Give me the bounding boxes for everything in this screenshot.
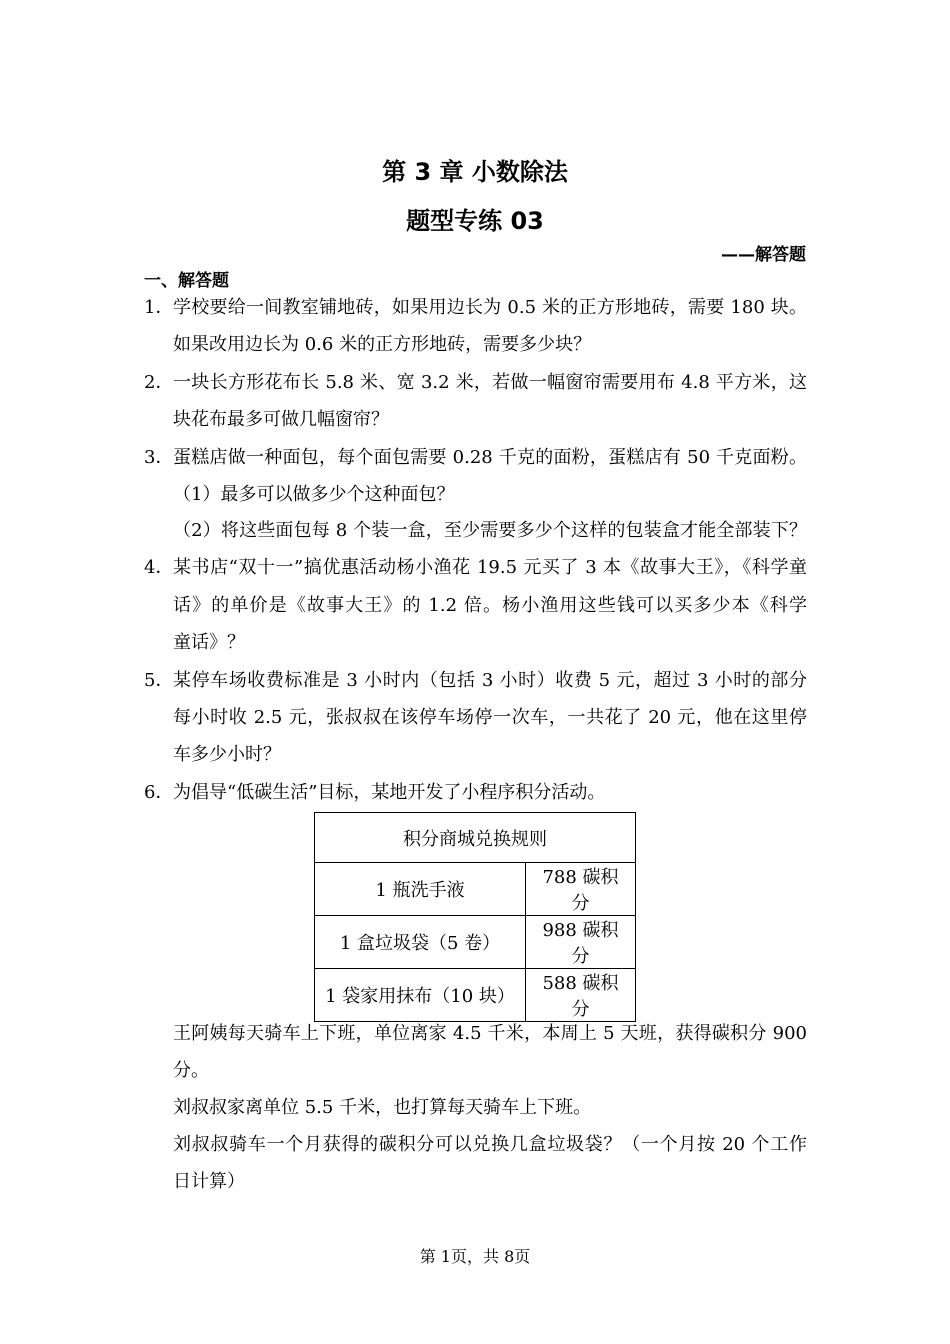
question-3-number: 3．: [144, 447, 174, 468]
question-2-number: 2．: [144, 372, 174, 393]
question-6-line-1: 为倡导“低碳生活”目标，某地开发了小程序积分活动。: [173, 782, 606, 803]
table-cell-points: 588 碳积分: [526, 969, 636, 1022]
table-row: [315, 863, 636, 916]
table-row: [315, 969, 636, 1022]
question-5-line-2: 每小时收 2.5 元，张叔叔在该停车场停一次车，一共花了 20 元，他在这里停: [173, 707, 807, 728]
question-4-line-1: 某书店“双十一”搞优惠活动杨小渔花 19.5 元买了 3 本《故事大王》，《科学童: [173, 557, 807, 578]
question-6-text-3: 刘叔叔家离单位 5.5 千米，也打算每天骑车上下班。: [173, 1097, 592, 1118]
exchange-rules-table: [314, 812, 636, 1022]
page-footer: 第 1页，共 8页: [419, 1247, 531, 1266]
question-3-part-1: （1）最多可以做多少个这种面包？: [173, 484, 455, 505]
page-title: 题型专练 03: [406, 207, 544, 235]
question-4-line-3: 童话》？: [173, 632, 245, 653]
question-2-line-2: 块花布最多可做几幅窗帘？: [173, 409, 389, 430]
table-cell-item: 1 袋家用抹布（10 块）: [315, 969, 526, 1022]
chapter-title: 第 3 章 小数除法: [382, 158, 568, 186]
question-5-number: 5．: [144, 670, 174, 691]
question-2-line-1: 一块长方形花布长 5.8 米、宽 3.2 米，若做一幅窗帘需要用布 4.8 平方米，这: [173, 372, 807, 393]
question-6-number: 6．: [144, 782, 174, 803]
question-6-text-1: 王阿姨每天骑车上下班，单位离家 4.5 千米，本周上 5 天班，获得碳积分 900: [173, 1023, 807, 1044]
question-3-part-2: （2）将这些面包每 8 个装一盒，至少需要多少个这样的包装盒才能全部装下？: [173, 520, 807, 541]
question-1-number: 1．: [144, 297, 174, 318]
question-5-line-3: 车多少小时？: [173, 744, 281, 765]
table-cell-item: 1 盒垃圾袋（5 卷）: [315, 916, 526, 969]
table-cell-item: 1 瓶洗手液: [315, 863, 526, 916]
question-6-text-5: 日计算）: [173, 1171, 245, 1192]
question-type-label: ——解答题: [721, 245, 806, 265]
table-row: [315, 916, 636, 969]
table-cell-points: 788 碳积分: [526, 863, 636, 916]
table-header-cell: 积分商城兑换规则: [315, 813, 636, 863]
table-cell-points: 988 碳积分: [526, 916, 636, 969]
question-1-line-1: 学校要给一间教室铺地砖，如果用边长为 0.5 米的正方形地砖，需要 180 块。: [173, 297, 807, 318]
table-header-row: [315, 813, 636, 863]
question-5-line-1: 某停车场收费标准是 3 小时内（包括 3 小时）收费 5 元，超过 3 小时的部分: [173, 670, 807, 691]
question-6-text-4: 刘叔叔骑车一个月获得的碳积分可以兑换几盒垃圾袋？（一个月按 20 个工作: [173, 1134, 807, 1155]
question-6-text-2: 分。: [173, 1060, 209, 1081]
question-3-line-1: 蛋糕店做一种面包，每个面包需要 0.28 千克的面粉，蛋糕店有 50 千克面粉。: [173, 447, 807, 468]
section-heading: 一、解答题: [144, 271, 229, 291]
question-4-line-2: 话》的单价是《故事大王》的 1.2 倍。杨小渔用这些钱可以买多少本《科学: [173, 595, 807, 616]
question-4-number: 4．: [144, 557, 174, 578]
question-1-line-2: 如果改用边长为 0.6 米的正方形地砖，需要多少块？: [173, 334, 592, 355]
